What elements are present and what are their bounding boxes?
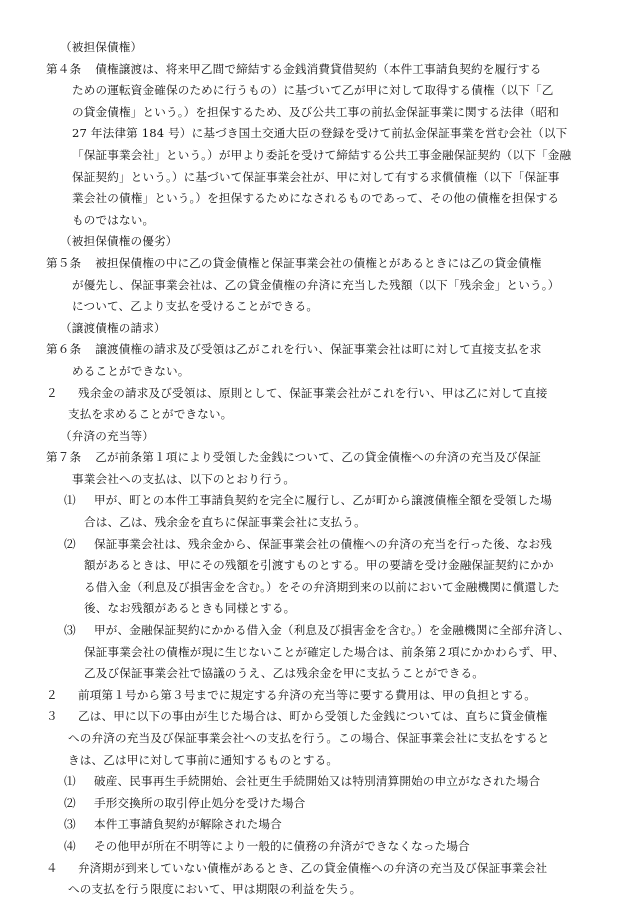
article-4-number: 第４条 <box>46 61 82 76</box>
article-7-para-3-item-4 <box>46 836 590 858</box>
article-7-line <box>46 447 590 469</box>
article-7-para-4-number: ４ <box>46 860 58 875</box>
article-7-para-3-item-4-number: ⑷ <box>64 838 76 853</box>
article-7-para-3-line: への弁済の充当及び保証事業会社への支払を行う。この場合、保証事業会社に支払をすると <box>68 731 550 745</box>
article-7-para-3-item-2-text: 手形交換所の取引停止処分を受けた場合 <box>94 795 306 810</box>
article-5-line: について、乙より支払を受けることができる。 <box>72 299 319 314</box>
article-7-para-3-line: きは、乙は甲に対して事前に通知するものとする。 <box>68 752 339 767</box>
article-7-item-3-line <box>46 620 590 642</box>
article-7-item-2-text: 保証事業会社は、残余金から、保証事業会社の債権への弁済の充当を行った後、なお残 <box>94 536 553 551</box>
article-6-heading: （譲渡債権の請求） <box>60 320 166 335</box>
article-7-para-2-line <box>46 685 590 707</box>
article-7-para-2-number: ２ <box>46 687 58 702</box>
article-7-item-2-line: る借入金（利息及び損害金を含む。）をその弁済期到来の以前において金融機関に償還した <box>84 579 560 594</box>
article-7-para-3-item-1 <box>46 771 590 793</box>
article-7-para-4-line <box>46 858 590 880</box>
article-7-item-1-text: 甲が、町との本件工事請負契約を完全に履行し、乙が町から譲渡債権全額を受領した場 <box>94 493 553 508</box>
article-7-item-3-text: 甲が、金融保証契約にかかる借入金（利息及び損害金を含む。）を金融機関に全部弁済し、 <box>94 623 570 638</box>
article-7-para-2-text: 前項第１号から第３号までに規定する弁済の充当等に要する費用は、甲の負担とする。 <box>78 687 537 702</box>
article-7-para-4-text: 弁済期が到来していない債権があるとき、乙の貸金債権への弁済の充当及び保証事業会社 <box>78 860 548 875</box>
article-4-line: 業会社の債権」という。）を担保するためになされるものであって、その他の債権を担保する <box>72 191 560 206</box>
article-7-para-3-item-3 <box>46 814 590 836</box>
article-7-line: 事業会社への支払は、以下のとおり行う。 <box>72 471 296 486</box>
article-7-para-3-text: 乙は、甲に以下の事由が生じた場合は、町から受領した金銭については、直ちに貸金債権 <box>78 709 548 724</box>
article-4-line: ための運転資金確保のために行うもの）に基づいて乙が甲に対して取得する債権（以下「乙 <box>72 83 554 98</box>
article-5-text: 被担保債権の中に乙の貸金債権と保証事業会社の債権とがあるときには乙の貸金債権 <box>95 255 542 270</box>
article-4-text: 債権譲渡は、将来甲乙間で締結する金銭消費貸借契約（本件工事請負契約を履行する <box>95 61 542 76</box>
article-6-para-2-number: ２ <box>46 385 58 400</box>
article-7-para-4-line: への支払を行う限度において、甲は期限の利益を失う。 <box>68 882 362 897</box>
article-4-line: 27 年法律第 184 号）に基づき国土交通大臣の登録を受けて前払金保証事業を営む会社（以下 <box>72 126 568 141</box>
article-7-text: 乙が前条第１項により受領した金銭について、乙の貸金債権への弁済の充当及び保証 <box>95 450 542 465</box>
article-7-item-3-line: 乙及び保証事業会社で協議のうえ、乙は残余金を甲に支払うことができる。 <box>84 666 484 681</box>
article-7-para-3-item-1-text: 破産、民事再生手続開始、会社更生手続開始又は特別清算開始の申立がなされた場合 <box>94 774 541 789</box>
article-6-number: 第６条 <box>46 342 82 357</box>
article-4-line: の貸金債権」という。）を担保するため、及び公共工事の前払金保証事業に関する法律（昭和 <box>72 104 559 119</box>
article-6-para-2-text: 残余金の請求及び受領は、原則として、保証事業会社がこれを行い、甲は乙に対して直接 <box>78 385 548 400</box>
article-4-line: 保証契約」という。）に基づいて保証事業会社が、甲に対して有する求償債権（以下「保証事 <box>72 169 560 184</box>
article-7-item-2-number: ⑵ <box>64 536 76 551</box>
article-7-para-3-item-2 <box>46 793 590 815</box>
article-7-item-2-line <box>46 534 590 556</box>
article-7-para-3-item-1-number: ⑴ <box>64 774 76 789</box>
article-5-number: 第５条 <box>46 255 82 270</box>
article-7-item-1-line <box>46 490 590 512</box>
article-7-item-2-line: 額があるときは、甲にその残額を引渡すものとする。甲の要請を受け金融保証契約にかか <box>84 558 554 573</box>
article-6-line: めることができない。 <box>72 363 190 378</box>
article-7-heading: （弁済の充当等） <box>60 428 154 443</box>
article-6-line <box>46 339 590 361</box>
article-7-item-1-number: ⑴ <box>64 493 76 508</box>
article-5-line: が優先し、保証事業会社は、乙の貸金債権の弁済に充当した残額（以下「残余金」という。） <box>72 277 560 292</box>
article-7-item-3-number: ⑶ <box>64 623 76 638</box>
article-7-item-3-line: 保証事業会社の債権が現に生じないことが確定した場合は、前条第２項にかかわらず、甲、 <box>84 644 565 659</box>
article-4-line: ものではない。 <box>72 212 155 227</box>
article-7-number: 第７条 <box>46 450 82 465</box>
article-7-para-3-item-4-text: その他甲が所在不明等により一般的に債務の弁済ができなくなった場合 <box>94 838 470 853</box>
article-5-heading: （被担保債権の優劣） <box>60 234 178 249</box>
article-6-para-2-line <box>46 383 590 405</box>
article-5-line <box>46 253 590 275</box>
article-7-para-3-number: ３ <box>46 709 58 724</box>
article-7-item-1-line: 合は、乙は、残余金を直ちに保証事業会社に支払う。 <box>84 515 366 530</box>
article-4-heading: （被担保債権） <box>60 40 143 54</box>
article-7-para-3-item-3-text: 本件工事請負契約が解除された場合 <box>94 817 282 832</box>
article-7-para-3-item-3-number: ⑶ <box>64 817 76 832</box>
article-7-item-2-line: 後、なお残額があるときも同様とする。 <box>84 601 296 616</box>
article-4-line: 「保証事業会社」という。）が甲より委託を受けて締結する公共工事金融保証契約（以下「金融 <box>72 147 572 162</box>
article-6-text: 譲渡債権の請求及び受領は乙がこれを行い、保証事業会社は町に対して直接支払を求 <box>95 342 542 357</box>
article-7-para-3-line <box>46 706 590 728</box>
article-4-line <box>46 59 590 81</box>
article-7-para-3-item-2-number: ⑵ <box>64 795 76 810</box>
article-6-para-2-line: 支払を求めることができない。 <box>68 407 233 422</box>
